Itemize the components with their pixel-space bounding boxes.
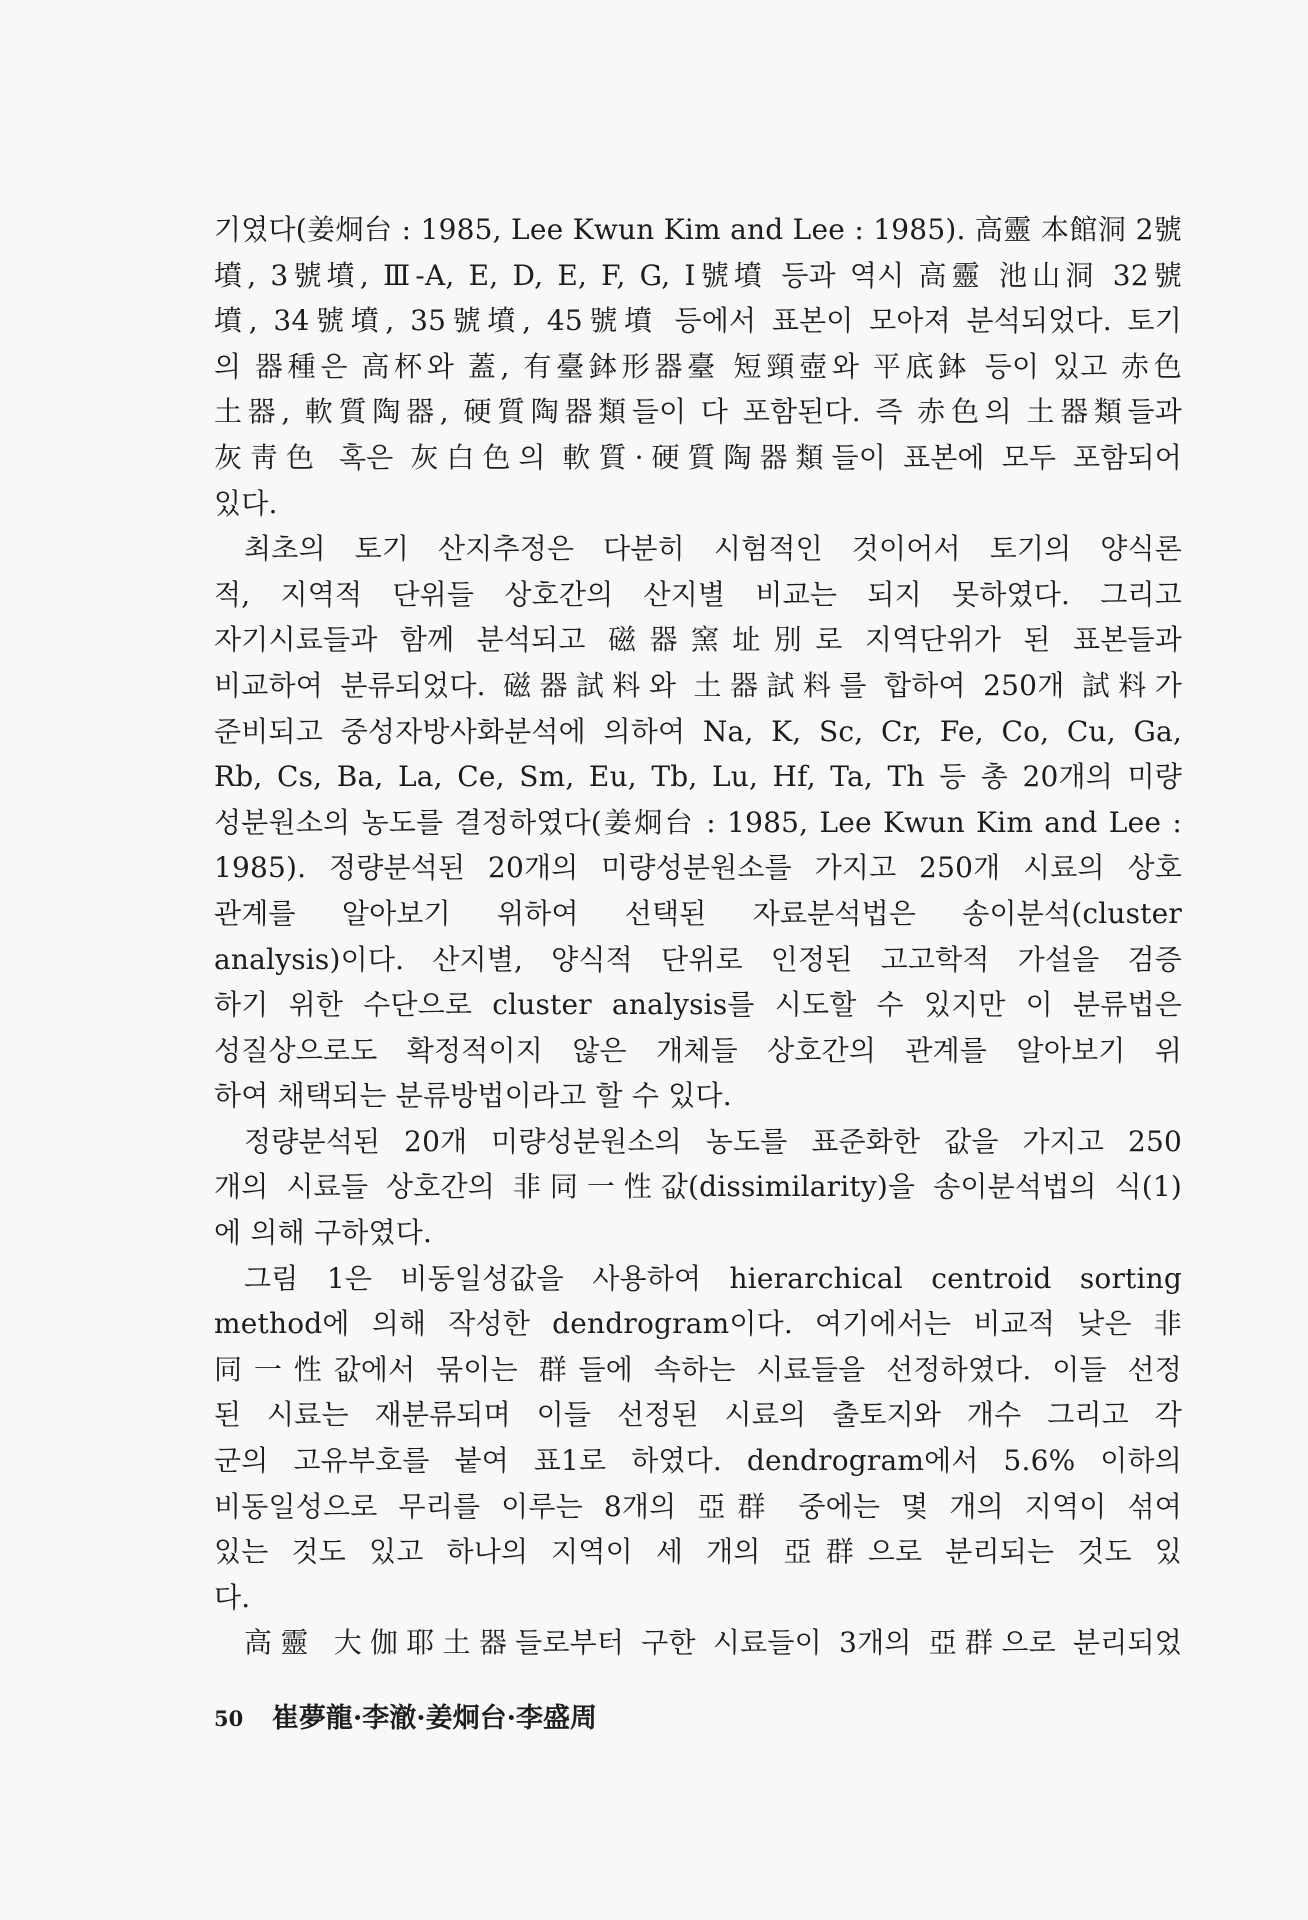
text-line-21: 정량분석된 20개 미량성분원소의 농도를 표준화한 값을 가지고 250 xyxy=(244,1124,1182,1158)
text-line-30: 있는 것도 있고 하나의 지역이 세 개의 亞群으로 분리되는 것도 있 xyxy=(214,1535,1182,1569)
text-line-13: Rb, Cs, Ba, La, Ce, Sm, Eu, Tb, Lu, Hf, Ta, Th 등 총 20개의 미량 xyxy=(214,760,1182,794)
text-line-6: 灰靑色 혹은 灰白色의 軟質·硬質陶器類들이 표본에 모두 포함되어 xyxy=(214,440,1182,474)
text-line-18: 하기 위한 수단으로 cluster analysis를 시도할 수 있지만 이 분류법은 xyxy=(214,988,1182,1022)
text-line-29: 비동일성으로 무리를 이루는 8개의 亞群 중에는 몇 개의 지역이 섞여 xyxy=(214,1489,1182,1523)
text-line-22: 개의 시료들 상호간의 非同一性값(dissimilarity)을 송이분석법의 식(1) xyxy=(214,1170,1182,1204)
text-line-25: method에 의해 작성한 dendrogram이다. 여기에서는 비교적 낮은 非 xyxy=(214,1307,1182,1341)
text-line-31: 다. xyxy=(214,1580,251,1614)
text-line-3: 墳, 34號墳, 35號墳, 45號墳 등에서 표본이 모아져 분석되었다. 토기 xyxy=(214,304,1182,338)
text-line-26: 同一性값에서 묶이는 群들에 속하는 시료들을 선정하였다. 이들 선정 xyxy=(214,1352,1182,1386)
author-names: 崔夢龍·李澈·姜炯台·李盛周 xyxy=(271,1703,598,1734)
text-line-17: analysis)이다. 산지별, 양식적 단위로 인정된 고고학적 가설을 검증 xyxy=(214,942,1182,976)
text-line-16: 관계를 알아보기 위하여 선택된 자료분석법은 송이분석(cluster xyxy=(214,896,1182,930)
text-line-4: 의 器種은 高杯와 蓋, 有臺鉢形器臺 短頸壺와 平底鉢 등이 있고 赤色 xyxy=(214,349,1182,383)
text-line-1: 기였다(姜炯台 : 1985, Lee Kwun Kim and Lee : 1985). 高靈 本館洞 2號 xyxy=(214,213,1182,246)
text-line-9: 적, 지역적 단위들 상호간의 산지별 비교는 되지 못하였다. 그리고 xyxy=(214,577,1182,611)
text-line-10: 자기시료들과 함께 분석되고 磁器窯址別로 지역단위가 된 표본들과 xyxy=(214,623,1182,657)
text-line-14: 성분원소의 농도를 결정하였다(姜炯台 : 1985, Lee Kwun Kim and Lee : xyxy=(214,805,1182,839)
text-line-15: 1985). 정량분석된 20개의 미량성분원소를 가지고 250개 시료의 상호 xyxy=(214,851,1182,885)
text-line-32: 高靈 大伽耶土器들로부터 구한 시료들이 3개의 亞群으로 분리되었 xyxy=(244,1626,1182,1660)
text-line-12: 준비되고 중성자방사화분석에 의하여 Na, K, Sc, Cr, Fe, Co, Cu, Ga, xyxy=(214,714,1182,748)
text-line-11: 비교하여 분류되었다. 磁器試料와 土器試料를 합하여 250개 試料가 xyxy=(214,668,1182,702)
text-line-24: 그림 1은 비동일성값을 사용하여 hierarchical centroid sorting xyxy=(244,1261,1182,1295)
text-line-8: 최초의 토기 산지추정은 다분히 시험적인 것이어서 토기의 양식론 xyxy=(244,532,1182,566)
text-line-23: 에 의해 구하였다. xyxy=(214,1216,433,1250)
text-line-2: 墳, 3號墳, Ⅲ-A, E, D, E, F, G, I號墳 등과 역시 高靈 池山洞 32號 xyxy=(214,258,1182,292)
text-line-7: 있다. xyxy=(214,486,278,520)
text-line-5: 土器, 軟質陶器, 硬質陶器類들이 다 포함된다. 즉 赤色의 土器類들과 xyxy=(214,395,1182,429)
body-text xyxy=(214,207,1182,1666)
text-line-27: 된 시료는 재분류되며 이들 선정된 시료의 출토지와 개수 그리고 각 xyxy=(214,1398,1182,1432)
text-line-20: 하여 채택되는 분류방법이라고 할 수 있다. xyxy=(214,1079,732,1113)
page-footer xyxy=(214,1696,597,1735)
text-line-19: 성질상으로도 확정적이지 않은 개체들 상호간의 관계를 알아보기 위 xyxy=(214,1033,1182,1067)
page-number: 50 xyxy=(214,1706,244,1731)
text-line-28: 군의 고유부호를 붙여 표1로 하였다. dendrogram에서 5.6% 이하의 xyxy=(214,1444,1182,1478)
